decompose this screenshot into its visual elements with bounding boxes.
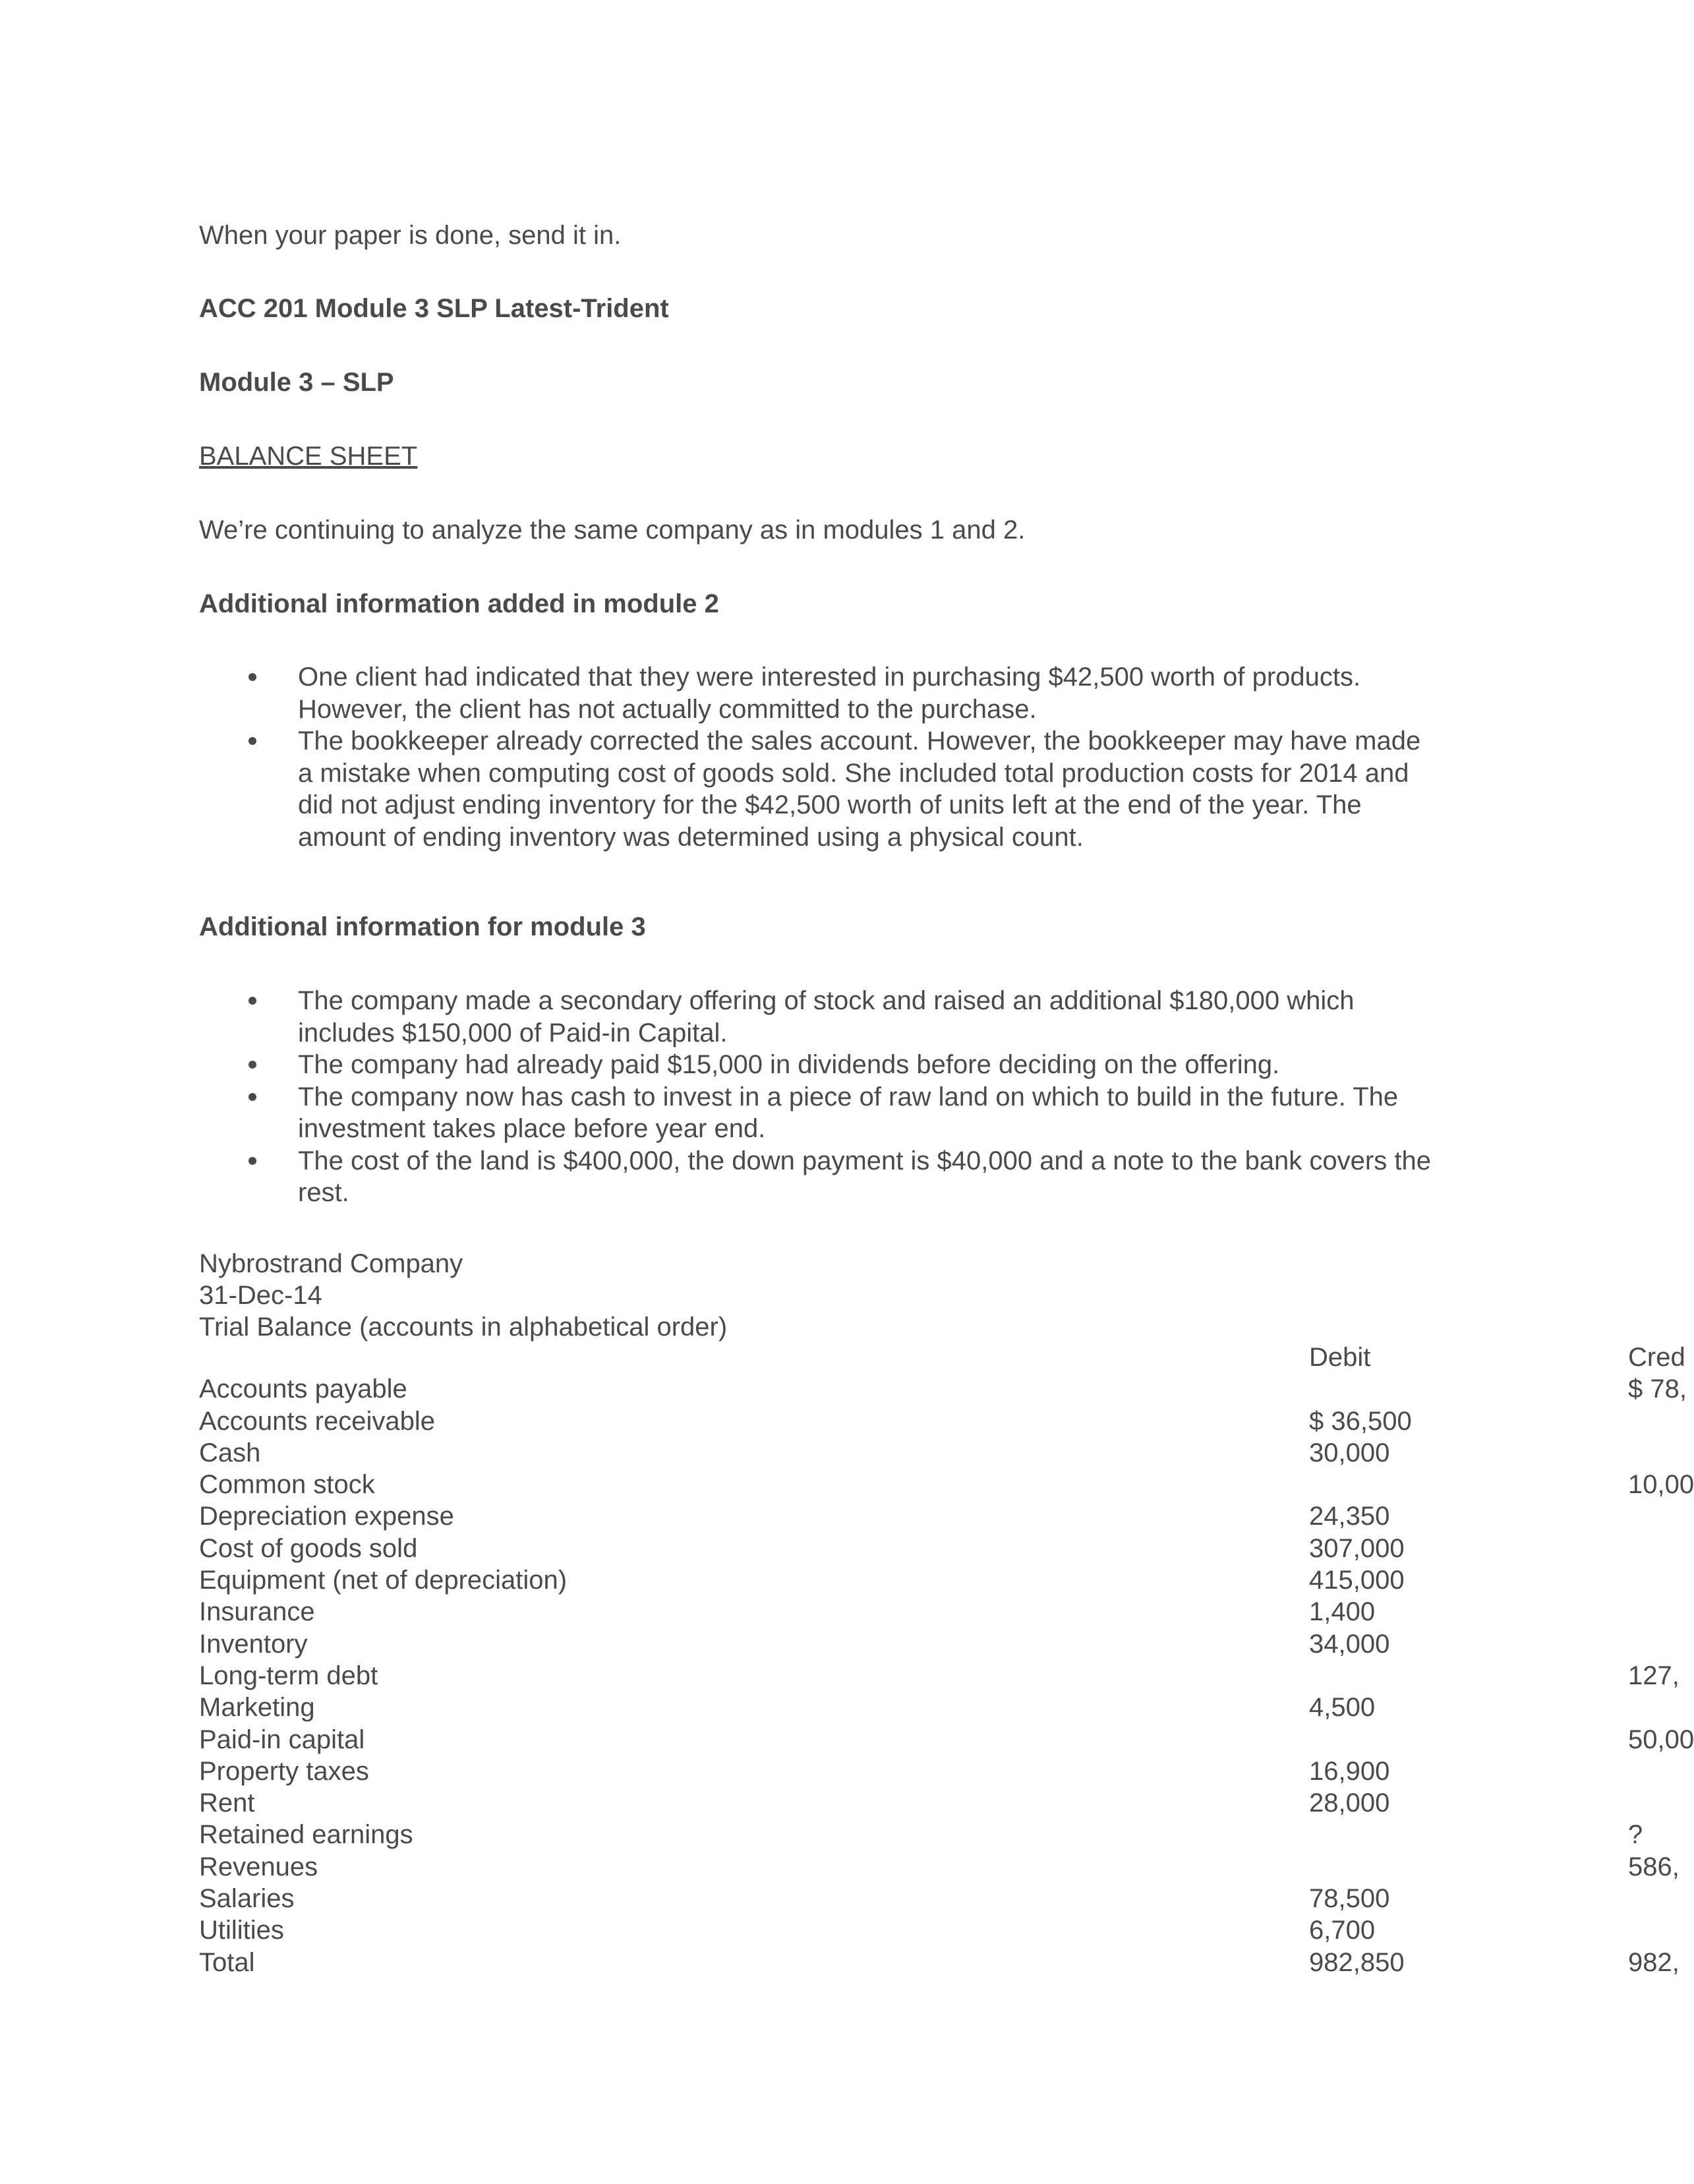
- table-row: [199, 1947, 1687, 1978]
- account-name: Revenues: [199, 1852, 318, 1881]
- list-item: The company now has cash to invest in a piece of raw land on which to build in the future. The investment takes place before year end.: [199, 1081, 1682, 1145]
- account-name: Accounts payable: [199, 1374, 407, 1404]
- table-row: [199, 1628, 1687, 1660]
- intro-text: When your paper is done, send it in.: [199, 221, 622, 250]
- credit-column-header: Cred: [1628, 1343, 1685, 1372]
- lead-paragraph: We’re continuing to analyze the same company as in modules 1 and 2.: [199, 516, 1026, 545]
- company-name: Nybrostrand Company: [199, 1249, 463, 1278]
- table-row: [199, 1851, 1687, 1883]
- table-row: [199, 1437, 1687, 1469]
- table-row: [199, 1373, 1687, 1405]
- debit-amount: 28,000: [1309, 1788, 1390, 1818]
- debit-amount: 30,000: [1309, 1438, 1390, 1467]
- debit-amount: 982,850: [1309, 1947, 1405, 1977]
- section-heading: BALANCE SHEET: [199, 442, 418, 471]
- account-name: Utilities: [199, 1916, 284, 1945]
- account-name: Rent: [199, 1788, 255, 1818]
- account-name: Cash: [199, 1438, 261, 1467]
- debit-amount: 415,000: [1309, 1566, 1405, 1595]
- account-name: Salaries: [199, 1884, 295, 1914]
- table-row: [199, 1660, 1687, 1692]
- credit-amount: 50,00: [1628, 1725, 1694, 1754]
- list-item: The bookkeeper already corrected the sales account. However, the bookkeeper may have made a mistake when computing cost of goods sold. She included total production costs for 2014 and did not adjust ending inventory for the $42,500 worth of units left at the end of the year. The amount of ending inventory was determined using a physical count.: [199, 725, 1682, 853]
- credit-amount: 982,: [1628, 1947, 1679, 1977]
- document-title: ACC 201 Module 3 SLP Latest-Trident: [199, 294, 669, 323]
- credit-amount: ?: [1628, 1820, 1643, 1850]
- trial-balance-table: [199, 1342, 1694, 1978]
- table-row: [199, 1500, 1687, 1532]
- module2-bullet-list: [199, 661, 1682, 853]
- table-row: [199, 1596, 1687, 1628]
- table-row: [199, 1692, 1687, 1723]
- bullet-icon: [248, 1157, 256, 1165]
- list-item: The cost of the land is $400,000, the down payment is $40,000 and a note to the bank covers the rest.: [199, 1145, 1682, 1209]
- table-row: [199, 1469, 1694, 1500]
- account-name: Property taxes: [199, 1756, 369, 1786]
- account-name: Inventory: [199, 1629, 308, 1659]
- debit-amount: 4,500: [1309, 1693, 1376, 1723]
- table-row: [199, 1564, 1687, 1596]
- module2-heading: Additional information added in module 2: [199, 589, 719, 618]
- table-row: [199, 1787, 1687, 1819]
- debit-amount: $ 36,500: [1309, 1406, 1412, 1436]
- table-row: [199, 1533, 1687, 1564]
- trial-balance-caption: Trial Balance (accounts in alphabetical order): [199, 1313, 728, 1342]
- list-item: The company made a secondary offering of stock and raised an additional $180,000 which includes $150,000 of Paid-in Capital.: [199, 985, 1682, 1049]
- debit-amount: 16,900: [1309, 1756, 1390, 1786]
- account-name: Equipment (net of depreciation): [199, 1566, 568, 1595]
- credit-amount: 10,00: [1628, 1470, 1694, 1500]
- account-name: Retained earnings: [199, 1820, 413, 1850]
- debit-amount: 24,350: [1309, 1502, 1390, 1531]
- credit-amount: $ 78,: [1628, 1374, 1687, 1404]
- bullet-icon: [248, 1093, 256, 1101]
- account-name: Paid-in capital: [199, 1725, 365, 1754]
- list-item: The company had already paid $15,000 in dividends before deciding on the offering.: [199, 1049, 1682, 1081]
- module-subtitle: Module 3 – SLP: [199, 368, 394, 397]
- table-row: [199, 1724, 1694, 1756]
- account-name: Cost of goods sold: [199, 1533, 418, 1563]
- list-item: One client had indicated that they were interested in purchasing $42,500 worth of products. However, the client has not actually committed to the purchase.: [199, 661, 1682, 725]
- debit-amount: 6,700: [1309, 1916, 1376, 1945]
- statement-date: 31-Dec-14: [199, 1281, 322, 1310]
- debit-column-header: Debit: [1309, 1343, 1371, 1372]
- trial-balance-rows: [199, 1373, 1694, 1978]
- account-name: Common stock: [199, 1470, 375, 1500]
- debit-amount: 34,000: [1309, 1629, 1390, 1659]
- module3-bullet-list: [199, 985, 1682, 1209]
- account-name: Total: [199, 1947, 255, 1977]
- account-name: Accounts receivable: [199, 1406, 435, 1436]
- account-name: Marketing: [199, 1693, 315, 1723]
- debit-amount: 78,500: [1309, 1884, 1390, 1914]
- account-name: Depreciation expense: [199, 1502, 454, 1531]
- module3-heading: Additional information for module 3: [199, 912, 646, 941]
- bullet-icon: [248, 997, 256, 1005]
- table-row: [199, 1405, 1687, 1437]
- credit-amount: 586,: [1628, 1852, 1679, 1881]
- table-row: [199, 1756, 1687, 1787]
- debit-amount: 307,000: [1309, 1533, 1405, 1563]
- account-name: Long-term debt: [199, 1661, 378, 1690]
- debit-amount: 1,400: [1309, 1597, 1376, 1627]
- table-header-row: [199, 1342, 1687, 1373]
- credit-amount: 127,: [1628, 1661, 1679, 1690]
- table-row: [199, 1819, 1687, 1850]
- bullet-icon: [248, 1061, 256, 1069]
- bullet-icon: [248, 737, 256, 745]
- table-row: [199, 1914, 1687, 1946]
- bullet-icon: [248, 673, 256, 681]
- account-name: Insurance: [199, 1597, 315, 1627]
- table-row: [199, 1883, 1687, 1914]
